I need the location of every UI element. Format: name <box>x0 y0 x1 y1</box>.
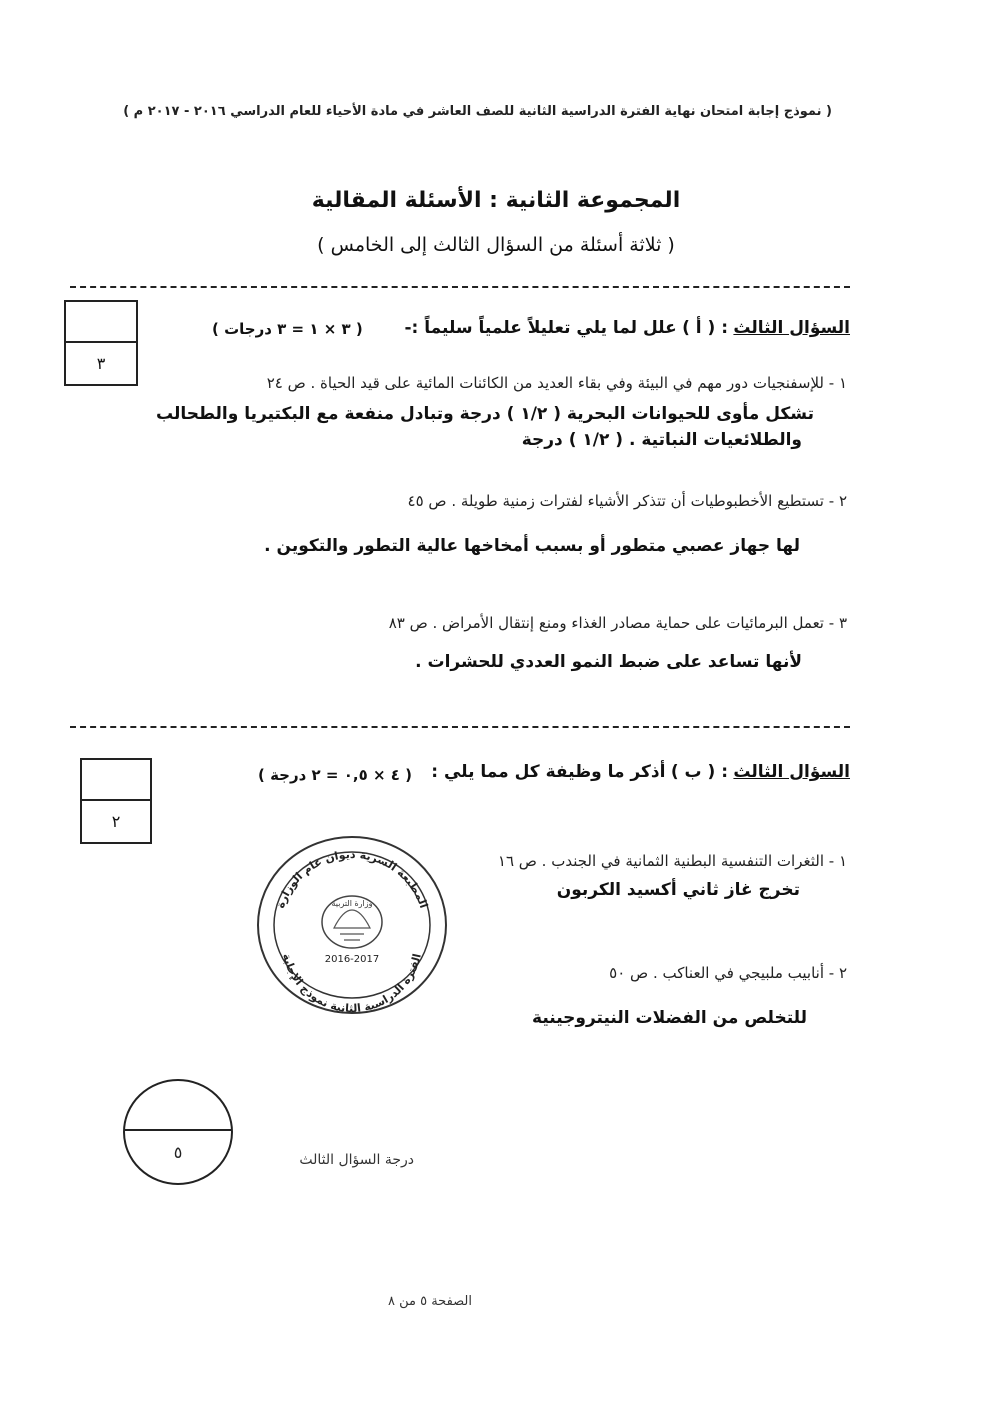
section-divider <box>70 286 850 288</box>
stamp-year: 2016-2017 <box>324 954 380 965</box>
part-a-score-box <box>64 300 138 386</box>
part-b-marks: ( ٤ × ٠,٥ = ٢ درجة ) <box>258 766 412 784</box>
total-score-circle <box>122 1078 234 1186</box>
part-b-question-1: ١ - الثغرات التنفسية البطنية الثمانية في الجندب . ص ١٦ <box>497 852 847 870</box>
page-number: الصفحة ٥ من ٨ <box>387 1294 472 1309</box>
part-a-answer-1-line-1: تشكل مأوى للحيوانات البحرية ( ١/٢ ) درجة وتبادل منفعة مع البكتيريا والطحالب <box>155 404 814 424</box>
part-a-marks: ( ٣ × ١ = ٣ درجات ) <box>212 320 363 338</box>
group-subtitle: ( ثلاثة أسئلة من السؤال الثالث إلى الخامس ) <box>317 234 675 256</box>
stamp-lower-text: الفترة الدراسية الثانية نموذج الإجابة <box>280 952 424 1016</box>
part-b-score: ٢ <box>111 812 121 831</box>
part-b-question-2: ٢ - أنابيب ملبيجي في العناكب . ص ٥٠ <box>609 964 847 982</box>
part-a-question-3: ٣ - تعمل البرمائيات على حماية مصادر الغذاء ومنع إنتقال الأمراض . ص ٨٣ <box>388 614 847 632</box>
part-a-question-2: ٢ - تستطيع الأخطبوطيات أن تتذكر الأشياء لفترات زمنية طويلة . ص ٤٥ <box>407 492 847 510</box>
part-a-question-1: ١ - للإسفنجيات دور مهم في البيئة وفي بقاء العديد من الكائنات المائية على قيد الحياة . ص ٢٤ <box>266 374 847 392</box>
part-a-instruction: علل لما يلي تعليلاً علمياً سليماً :- <box>404 318 677 338</box>
part-b-score-box <box>80 758 152 844</box>
total-label: درجة السؤال الثالث <box>299 1152 414 1168</box>
part-a-colon: : ( أ ) <box>682 318 729 338</box>
official-stamp <box>252 832 452 1018</box>
part-a-answer-3: لأنها تساعد على ضبط النمو العددي للحشرات . <box>415 652 802 672</box>
part-b-instruction: أذكر ما وظيفة كل مما يلي : <box>431 762 666 782</box>
stamp-outer-text: المطبعة السرية ديوان عام الوزارة <box>273 847 431 910</box>
part-a-score: ٣ <box>96 354 106 373</box>
part-a-answer-1-line-2: والطلائعيات النباتية . ( ١/٢ ) درجة <box>521 430 802 450</box>
part-b-heading <box>150 762 850 782</box>
total-score: ٥ <box>173 1143 183 1162</box>
group-title: المجموعة الثانية : الأسئلة المقالية <box>311 188 681 213</box>
part-b-colon: : ( ب ) <box>670 762 729 782</box>
stamp-seal-icon <box>252 832 452 1018</box>
part-b-label: السؤال الثالث <box>733 762 850 782</box>
part-b-answer-2: للتخلص من الفضلات النيتروجينية <box>532 1008 807 1028</box>
part-b-answer-1: تخرج غاز ثاني أكسيد الكربون <box>556 880 800 900</box>
part-a-label: السؤال الثالث <box>733 318 850 338</box>
part-a-answer-2: لها جهاز عصبي متطور أو بسبب أمخاخها عالية التطور والتكوين . <box>264 536 800 556</box>
stamp-center-text: وزارة التربية <box>331 899 373 908</box>
section-divider <box>70 726 850 728</box>
exam-header: ( نموذج إجابة امتحان نهاية الفترة الدراسية الثانية للصف العاشر في مادة الأحياء للعام الدراسي ٢٠١٦ - ٢٠١٧ م ) <box>123 104 832 119</box>
